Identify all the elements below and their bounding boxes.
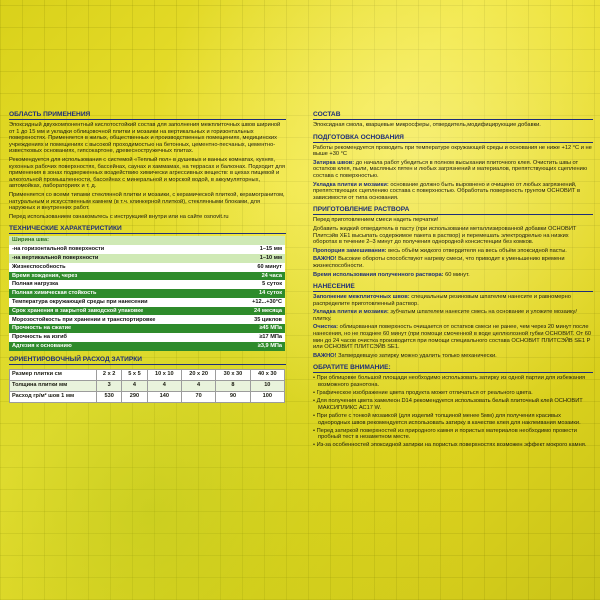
prep-paragraph-4-text: Высокие обороты способствуют нагреву смеси, что приводит к уменьшению времени жизнеспособности. xyxy=(313,256,565,269)
tech-row-label: Ширина шва: xyxy=(9,236,221,245)
tech-row xyxy=(9,236,285,245)
base-section xyxy=(313,134,593,202)
attention-item: • Для получения цвета хамелеон D14 рекомендуется использовать белый плиточный клей ОСНОВИТ МАКСИПЛИКС АС17 W. xyxy=(313,398,583,411)
scope-paragraph-1: Эпоксидный двухкомпонентный кислотостойкий состав для заполнения межплиточных швов шириной от 1 до 15 мм и укладки облицовочной плитки и мозаики на вертикальных и горизонтальных поверхностях. Применяется в жилых, общественных и производственных помещениях, медицинских учреждениях и помещениях с высокой проходимостью на бетонных, цементно-песчаных, цементно-известковых основаниях, гипсокартоне, древесностружечных плитах. xyxy=(9,122,281,155)
tech-row xyxy=(9,280,285,289)
consumption-cell: 290 xyxy=(122,391,147,402)
prep-paragraph-4 xyxy=(313,256,593,269)
right-column xyxy=(313,111,593,454)
tech-row-value: 60 минут xyxy=(221,263,285,272)
tech-row-label: Температура окружающей среды при нанесении xyxy=(9,298,221,307)
consumption-cell: 10 х 10 xyxy=(147,369,181,380)
composition-section xyxy=(313,111,593,129)
attention-item: • Из-за особенностей эпоксидной затирки на пористых поверхностях возможен эффект мокрого камня. xyxy=(313,442,587,449)
consumption-cell: 2 х 2 xyxy=(97,369,122,380)
consumption-cell: 4 xyxy=(181,380,215,391)
app-paragraph-4 xyxy=(313,353,593,360)
consumption-cell: 90 xyxy=(216,391,250,402)
tech-row xyxy=(9,254,285,263)
app-paragraph-1 xyxy=(313,294,593,307)
tech-row-value: ≥17 МПа xyxy=(221,333,285,342)
tech-row-value: ≥3,9 МПа xyxy=(221,342,285,351)
consumption-cell: 8 xyxy=(216,380,250,391)
tech-row-label: Прочность на изгиб xyxy=(9,333,221,342)
tech-row-value: 35 циклов xyxy=(221,315,285,324)
prep-title: ПРИГОТОВЛЕНИЕ РАСТВОРА xyxy=(313,206,410,214)
tech-section xyxy=(9,225,286,350)
prep-paragraph-1: Перед приготовлением смеси надеть перчатки! xyxy=(313,217,439,224)
tech-row-label: Морозостойкость при хранении и транспортировке xyxy=(9,315,221,324)
attention-title: ОБРАТИТЕ ВНИМАНИЕ: xyxy=(313,364,391,372)
base-paragraph-3 xyxy=(313,182,593,202)
app-paragraph-2-text: зубчатым шпателем нанесите смесь на основание и уложите мозаику/плитку. xyxy=(313,309,577,322)
consumption-row xyxy=(10,391,285,402)
consumption-cell: 10 xyxy=(250,380,284,391)
base-title: ПОДГОТОВКА ОСНОВАНИЯ xyxy=(313,133,404,141)
tech-row-value xyxy=(221,236,285,245)
prep-paragraph-3-label: Пропорция замешивания: xyxy=(313,247,387,254)
heading-divider xyxy=(313,372,593,373)
prep-paragraph-3-text: весь объём жидкого отвердителя на весь объём эпоксидной пасты. xyxy=(388,247,567,254)
attention-item: • При облицовке большой площади необходимо использовать затирку из одной партии для избежания возможного разнотона. xyxy=(313,375,586,389)
app-paragraph-2 xyxy=(313,309,593,322)
consumption-cell: 530 xyxy=(97,391,122,402)
consumption-row-label: Толщина плитки мм xyxy=(10,380,97,391)
consumption-cell: 100 xyxy=(250,391,284,402)
application-section xyxy=(313,283,593,359)
tech-row-label: Срок хранения в закрытой заводской упаковке xyxy=(9,307,221,316)
tech-row xyxy=(9,315,285,324)
tech-row xyxy=(9,307,285,316)
tech-row-value: 5 суток xyxy=(221,280,285,289)
scope-paragraph-2: Рекомендуется для использования с системой «Теплый пол» в душевых и ванных комнатах, кухнях, кухонных рабочих поверхностях, бассейнах, саунах и хаммамах, на террасах и балконах. Подходит для применения в зонах подверженных воздействию химически агрессивных веществ: в цехах пищевой и алкогольной промышленности, бассейнах с минеральной и морской водой, в аккумуляторных, автомойках, лабораториях и т. д. xyxy=(9,156,285,190)
heading-divider xyxy=(313,214,593,215)
consumption-table xyxy=(9,369,285,403)
base-paragraph-2 xyxy=(313,160,593,180)
left-column xyxy=(9,111,286,408)
app-paragraph-2-label: Укладка плитки и мозаики: xyxy=(313,309,389,316)
consumption-cell: 40 х 30 xyxy=(250,369,284,380)
heading-divider xyxy=(9,119,286,120)
application-title: НАНЕСЕНИЕ xyxy=(313,283,355,291)
app-paragraph-4-label: ВАЖНО! xyxy=(313,352,337,359)
composition-title: СОСТАВ xyxy=(313,111,341,118)
prep-paragraph-5-label: Время использования полученного раствора: xyxy=(313,271,444,278)
consumption-cell: 30 х 30 xyxy=(216,369,250,380)
app-paragraph-1-text: специальным резиновым шпателем нанесите и равномерно распределите приготовленный раствор. xyxy=(313,294,571,307)
scope-paragraph-3: Применяется со всеми типами стеклянной плитки и мозаики, с керамической плиткой, керамогранитом, натуральным и искусственным камнем (в т.ч. клинкерной плиткой), стеклянными блоками, для наружных и внутренних работ. xyxy=(9,191,285,212)
tech-row-value: 14 суток xyxy=(221,289,285,298)
consumption-cell: 20 х 20 xyxy=(181,369,215,380)
consumption-row-label: Расход гр/м² шов 1 мм xyxy=(10,391,97,402)
consumption-row xyxy=(10,380,285,391)
base-paragraph-3-text: основание должно быть выровнено и очищено от любых загрязнений, препятствующих сцеплению состава с поверхностью. Обработать поверхность грунтом ОСНОВИТ в зависимости от типа основания. xyxy=(313,181,580,201)
heading-divider xyxy=(9,364,286,365)
tech-row xyxy=(9,289,285,298)
base-paragraph-1: Работы рекомендуется проводить при температуре окружающей среды и основания не ниже +12 °С и не выше +30 °С xyxy=(313,144,592,158)
heading-divider xyxy=(9,233,286,234)
base-paragraph-3-label: Укладка плитки и мозаики: xyxy=(313,181,389,188)
tech-row-label: Адгезия к основанию xyxy=(9,342,221,351)
tech-row xyxy=(9,263,285,272)
attention-item: • При работе с тонкой мозаикой (для изделий толщиной менее 5мм) для получения красивых однородных швов рекомендуется использовать затирку в качестве клея для наклеивания мозаики. xyxy=(313,412,581,426)
attention-item: • Графическое изображение цвета продукта может отличаться от реального цвета. xyxy=(313,390,533,397)
app-paragraph-3-text: облицованная поверхность очищается от остатков смеси не ранее, чем через 20 минут после нанесения, но не позднее 60 минут (при помощи смоченной в воде целлюлозной губки ОСНОВИТ. От 60 мин до 24 часов очистка производится при помощи специального состава ОСНОВИТ ПЛИТСЭЙВ SE1 Р или ОСНОВИТ ПЛИТСЭЙВ SE1. xyxy=(313,324,592,351)
app-paragraph-1-label: Заполнение межплиточных швов: xyxy=(313,294,410,301)
consumption-row xyxy=(10,369,285,380)
consumption-section xyxy=(9,356,286,403)
tech-row-label: Прочность на сжатие xyxy=(9,324,221,333)
prep-paragraph-5-text: 60 минут. xyxy=(445,271,470,278)
prep-paragraph-3 xyxy=(313,248,593,255)
consumption-row-label: Размер плитки см xyxy=(10,369,97,380)
heading-divider xyxy=(313,291,593,292)
tech-row-label: Время хождения, через xyxy=(9,272,221,281)
tech-row-label: -на вертикальной поверхности xyxy=(9,254,221,263)
tech-row-value: 1–10 мм xyxy=(221,254,285,263)
tech-row xyxy=(9,333,285,342)
prep-paragraph-2: Добавить жидкий отвердитель в пасту (при использовании металлизированной добавки ОСНОВИТ Плитсэйв ХЕ1 высыпать содержимое пакета в раствор) и перемешать электродрелью на низких оборотах в течение 2–3 минут до получения однородной консистенции без комков. xyxy=(313,225,577,246)
tech-row-value: +12...+30°С xyxy=(221,298,285,307)
tech-row-label: -на горизонтальной поверхности xyxy=(9,245,221,254)
app-paragraph-3-label: Очистка: xyxy=(313,324,339,331)
scope-paragraph-4: Перед использованием ознакомьтесь с инструкцией внутри или на сайте osnovit.ru xyxy=(9,213,229,220)
tech-row-label: Жизнеспособность xyxy=(9,263,221,272)
tech-row-value: 1–15 мм xyxy=(221,245,285,254)
tech-row-label: Полная химическая стойкость xyxy=(9,289,221,298)
tech-row-value: 24 месяца xyxy=(221,307,285,316)
base-paragraph-2-label: Затирка швов: xyxy=(313,159,355,166)
attention-section xyxy=(313,364,593,448)
attention-item: • Перед затиркой поверхностей из природного камня и пористых материалов необходимо провести пробный тест в незаметном месте. xyxy=(313,427,577,441)
heading-divider xyxy=(313,119,593,120)
consumption-title: ОРИЕНТИРОВОЧНЫЙ РАСХОД ЗАТИРКИ xyxy=(9,355,142,363)
prep-paragraph-4-label: ВАЖНО! xyxy=(313,256,337,263)
attention-list xyxy=(313,375,593,448)
consumption-cell: 140 xyxy=(147,391,181,402)
app-paragraph-4-text: Затвердевшую затирку можно удалить только механически. xyxy=(338,352,497,359)
consumption-cell: 4 xyxy=(122,380,147,391)
heading-divider xyxy=(313,142,593,143)
tech-row-value: 24 часа xyxy=(221,272,285,281)
tech-table xyxy=(9,236,285,350)
consumption-cell: 3 xyxy=(97,380,122,391)
base-paragraph-2-text: до начала работ убедиться в полном высыхании плиточного клея. Очистить швы от остатков клея, пыли, масляных пятен и любых загрязнений и материалов, препятствующих сцеплению состава с поверхностью. xyxy=(313,159,588,179)
scope-title: ОБЛАСТЬ ПРИМЕНЕНИЯ xyxy=(9,111,91,118)
scope-section xyxy=(9,111,286,220)
tech-row-label: Полная нагрузка xyxy=(9,280,221,289)
tech-row xyxy=(9,245,285,254)
consumption-cell: 70 xyxy=(181,391,215,402)
tech-row xyxy=(9,324,285,333)
tech-row-value: ≥45 МПа xyxy=(221,324,285,333)
prep-section xyxy=(313,206,593,278)
composition-text: Эпоксидная смола, кварцевые микросферы, отвердитель,модифицирующие добавки. xyxy=(313,122,541,128)
tech-title: ТЕХНИЧЕСКИЕ ХАРАКТЕРИСТИКИ xyxy=(9,225,122,233)
app-paragraph-3 xyxy=(313,324,593,350)
tech-row xyxy=(9,272,285,281)
prep-paragraph-5 xyxy=(313,272,593,279)
consumption-cell: 5 х 5 xyxy=(122,369,147,380)
tech-row xyxy=(9,298,285,307)
tech-row xyxy=(9,342,285,351)
consumption-cell: 4 xyxy=(147,380,181,391)
